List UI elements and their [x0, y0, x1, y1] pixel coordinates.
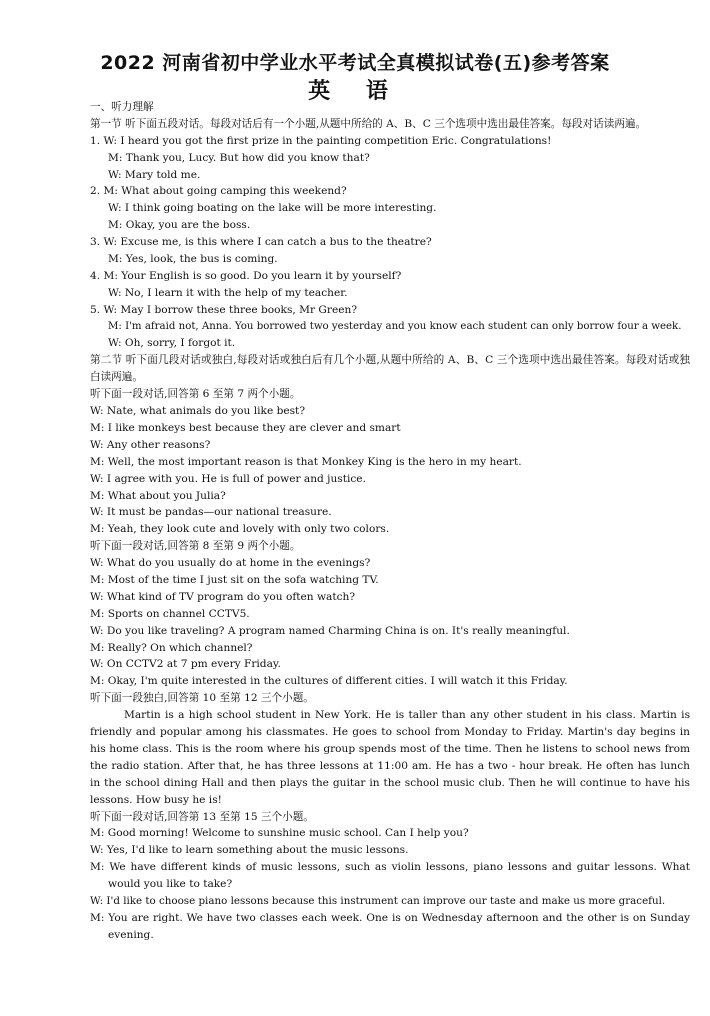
dialogue-line: M: Okay, you are the boss.	[108, 219, 251, 232]
dialogue-line: W: On CCTV2 at 7 pm every Friday.	[90, 658, 281, 671]
dialogue-line: M: Yes, look, the bus is coming.	[108, 253, 278, 266]
dialogue-line: 2. M: What about going camping this weekend?	[90, 185, 347, 198]
part1-intro: 第一节 听下面五段对话。每段对话后有一个小题,从题中所给的 A、B、C 三个选项中选出最佳答案。每段对话读两遍。	[90, 117, 647, 130]
dialogue-line: 4. M: Your English is so good. Do you learn it by yourself?	[90, 269, 402, 282]
dialogue-line: W: I think going boating on the lake will be more interesting.	[108, 202, 437, 215]
section-heading: 一、听力理解	[90, 101, 154, 113]
question-intro: 听下面一段对话,回答第 8 至第 9 两个小题。	[90, 540, 301, 553]
dialogue-line: W: Nate, what animals do you like best?	[90, 405, 305, 418]
dialogue-line: M: I like monkeys best because they are clever and smart	[90, 421, 401, 434]
dialogue-line: 1. W: I heard you got the first prize in the painting competition Eric. Congratulations!	[90, 134, 552, 147]
dialogue-line: M: Yeah, they look cute and lovely with only two colors.	[90, 523, 390, 536]
document-body	[90, 99, 690, 944]
question-intro: 听下面一段对话,回答第 13 至第 15 三个小题。	[90, 810, 314, 823]
dialogue-line: W: Yes, I'd like to learn something about the music lessons.	[90, 844, 409, 857]
dialogue-line: 3. W: Excuse me, is this where I can catch a bus to the theatre?	[90, 236, 432, 249]
dialogue-line: W: No, I learn it with the help of my teacher.	[108, 286, 348, 299]
dialogue-line: W: I'd like to choose piano lessons because this instrument can improve our taste and make us more graceful.	[90, 895, 666, 908]
dialogue-line: M: Good morning! Welcome to sunshine music school. Can I help you?	[90, 827, 469, 840]
dialogue-line: W: Any other reasons?	[90, 438, 211, 451]
question-intro: 听下面一段独白,回答第 10 至第 12 三个小题。	[90, 692, 314, 705]
dialogue-line: W: Do you like traveling? A program named Charming China is on. It's really meaningful.	[90, 624, 570, 637]
dialogue-line: W: It must be pandas—our national treasure.	[90, 506, 332, 519]
dialogue-line: M: Most of the time I just sit on the sofa watching TV.	[90, 573, 379, 586]
dialogue-line: M: We have different kinds of music lessons, such as violin lessons, piano lessons and guitar lessons. What would you like to take?	[90, 861, 690, 891]
dialogue-line: M: What about you Julia?	[90, 489, 226, 502]
dialogue-line: M: Really? On which channel?	[90, 641, 253, 654]
subject-title: 英 语	[308, 79, 402, 104]
dialogue-line: W: What do you usually do at home in the evenings?	[90, 557, 371, 570]
dialogue-line: W: What kind of TV program do you often watch?	[90, 590, 356, 603]
dialogue-line: M: You are right. We have two classes each week. One is on Wednesday afternoon and the other is on Sunday evening.	[90, 911, 690, 941]
dialogue-line: M: Well, the most important reason is that Monkey King is the hero in my heart.	[90, 455, 522, 468]
dialogue-line: 5. W: May I borrow these three books, Mr Green?	[90, 303, 357, 316]
question-intro: 听下面一段对话,回答第 6 至第 7 两个小题。	[90, 388, 301, 401]
dialogue-line: M: Sports on channel CCTV5.	[90, 607, 250, 620]
dialogue-line: W: Mary told me.	[108, 168, 201, 181]
dialogue-line: W: I agree with you. He is full of power and justice.	[90, 472, 366, 485]
page-title: 2022 河南省初中学业水平考试全真模拟试卷(五)参考答案	[100, 52, 610, 74]
dialogue-line: M: Thank you, Lucy. But how did you know that?	[108, 151, 370, 164]
dialogue-line: W: Oh, sorry, I forgot it.	[108, 337, 236, 350]
dialogue-line: M: I'm afraid not, Anna. You borrowed two yesterday and you know each student can only borrow four a week.	[108, 320, 682, 332]
part2-intro: 第二节 听下面几段对话或独白,每段对话或独白后有几个小题,从题中所给的 A、B、C 三个选项中选出最佳答案。每段对话或独白读两遍。	[90, 354, 690, 384]
dialogue-line: M: Okay, I'm quite interested in the cultures of different cities. I will watch it this Friday.	[90, 675, 568, 688]
monologue-paragraph: Martin is a high school student in New York. He is taller than any other student in his class. Martin is friendly and popular among his classmates. He goes to school from Monday to Friday. Martin's day begins in his home class. This is the room where his group spends most of the time. Then he listens to school news from the radio station. After that, he has three lessons at 11:00 am. He has a two - hour break. He often has lunch in the school dining Hall and then plays the guitar in the school music club. Then he will continue to have his lessons. How busy he is!	[90, 709, 690, 806]
